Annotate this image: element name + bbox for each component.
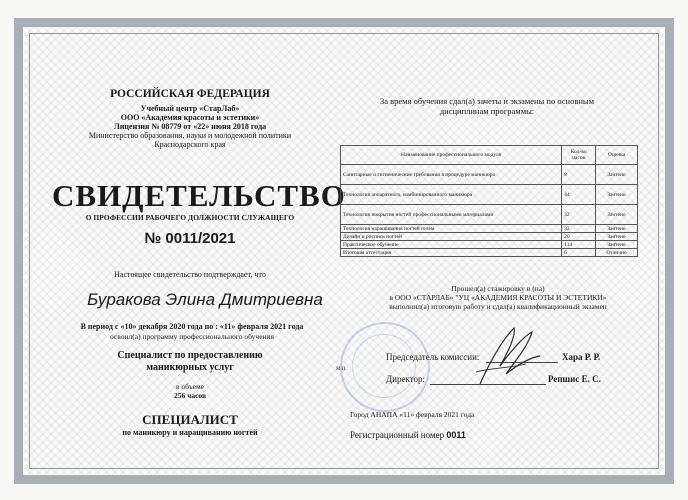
module-name: Технология покрытия ногтей профессиональными материалами xyxy=(341,205,562,225)
column-header-hours: Кол-во часов xyxy=(562,146,596,165)
column-header-grade: Оценка xyxy=(596,146,638,165)
specialty-line-2: маникюрных услуг xyxy=(146,362,234,373)
module-name: Итоговая аттестация xyxy=(341,249,562,257)
qualification-subtitle: по маникюру и наращиванию ногтей xyxy=(122,428,258,437)
disciplines-table xyxy=(340,145,638,257)
internship-line-2: в ООО «СТАРЛАБ» "УЦ «АКАДЕМИЯ КРАСОТЫ И ЭСТЕТИКИ» xyxy=(389,293,607,302)
module-name: Санитарные и гигиенические требования в процедуре маникюра xyxy=(341,165,562,185)
registration-label: Регистрационный номер xyxy=(350,430,445,440)
ministry-line-1: Министерство образования, науки и молодежной политики xyxy=(88,131,292,140)
column-header-module: Наименование профессионального модуля xyxy=(341,146,562,165)
table-row xyxy=(341,205,638,225)
license-line: Лицензия № 08779 от «22» июня 2018 года xyxy=(113,122,267,131)
registration-value: 0011 xyxy=(446,430,466,440)
organization-name: ООО «Академия красоты и эстетики» xyxy=(120,113,260,122)
module-name: Дизайн и роспись ногтей xyxy=(341,233,562,241)
volume-line-1: в объеме xyxy=(175,382,205,391)
module-hours: 6 xyxy=(562,249,596,257)
training-period: В период с «10» декабря 2020 года по : «11» февраля 2021 года xyxy=(80,322,304,331)
qualification-title: СПЕЦИАЛИСТ xyxy=(142,412,238,427)
module-grade: Зачтено xyxy=(596,205,638,225)
table-row xyxy=(341,165,638,185)
registration-number xyxy=(350,430,466,440)
commission-chair-label: Председатель комиссии: xyxy=(386,352,480,362)
table-row xyxy=(341,249,638,257)
module-hours: 32 xyxy=(562,205,596,225)
certificate-number: № 0011/2021 xyxy=(144,230,236,247)
internship-block xyxy=(348,284,648,311)
director-label: Директор: xyxy=(386,374,426,384)
commission-chair-name: Хара Р. Р. xyxy=(562,352,601,362)
holder-full-name: Буракова Элина Дмитриевна xyxy=(87,290,323,309)
stamp-seal xyxy=(340,322,430,412)
module-name: Технология аппаратного, комбинированного маникюра xyxy=(341,185,562,205)
exams-heading xyxy=(352,96,622,116)
module-grade: Зачтено xyxy=(596,233,638,241)
module-name: Технология наращивания ногтей гелем xyxy=(341,225,562,233)
specialty-line-1: Специалист по предоставлению xyxy=(117,350,263,361)
training-center: Учебный центр «СтарЛаб» xyxy=(140,104,240,113)
module-name: Практическое обучение xyxy=(341,241,562,249)
exams-heading-line-2: дисциплинам программы: xyxy=(439,106,535,116)
module-hours: 44 xyxy=(562,185,596,205)
seal-place-label: М.П. xyxy=(336,367,347,372)
specialty xyxy=(60,350,320,374)
city-date: Город АНАПА «11» февраля 2021 года xyxy=(350,410,475,419)
ministry-line-2: Краснодарского края xyxy=(154,140,226,149)
exams-heading-line-1: За время обучения сдал(а) зачеты и экзамены по основным xyxy=(379,96,595,106)
volume-hours: 256 часов xyxy=(173,391,207,400)
module-hours: 114 xyxy=(562,241,596,249)
module-hours: 32 xyxy=(562,225,596,233)
internship-line-1: Прошел(а) стажировку в (на) xyxy=(451,284,545,293)
module-grade: Зачтено xyxy=(596,241,638,249)
internship-line-3: выполнил(а) итоговую работу и сдал(а) квалификационный экзамен xyxy=(389,302,607,311)
country-heading: РОССИЙСКАЯ ФЕДЕРАЦИЯ xyxy=(110,88,270,100)
table-header-row xyxy=(341,146,638,165)
table-row xyxy=(341,233,638,241)
module-grade: Зачтено xyxy=(596,225,638,233)
table-row xyxy=(341,225,638,233)
table-row xyxy=(341,241,638,249)
program-line: освоил(а) программу профессионального обучения xyxy=(109,332,274,341)
table-row xyxy=(341,185,638,205)
stamp-inner-ring xyxy=(352,334,416,398)
director-name: Репшис Е. С. xyxy=(548,374,601,384)
certificate-subtitle: О ПРОФЕССИИ РАБОЧЕГО ДОЛЖНОСТИ СЛУЖАЩЕГО xyxy=(85,213,295,222)
volume xyxy=(60,382,320,400)
module-hours: 20 xyxy=(562,233,596,241)
certificate-title: СВИДЕТЕЛЬСТВО xyxy=(52,178,346,213)
confirm-text: Настоящее свидетельство подтверждает, что xyxy=(114,270,266,279)
module-grade: Зачтено xyxy=(596,165,638,185)
module-grade: Отлично xyxy=(596,249,638,257)
module-hours: 8 xyxy=(562,165,596,185)
module-grade: Зачтено xyxy=(596,185,638,205)
handwritten-signature xyxy=(470,322,550,392)
